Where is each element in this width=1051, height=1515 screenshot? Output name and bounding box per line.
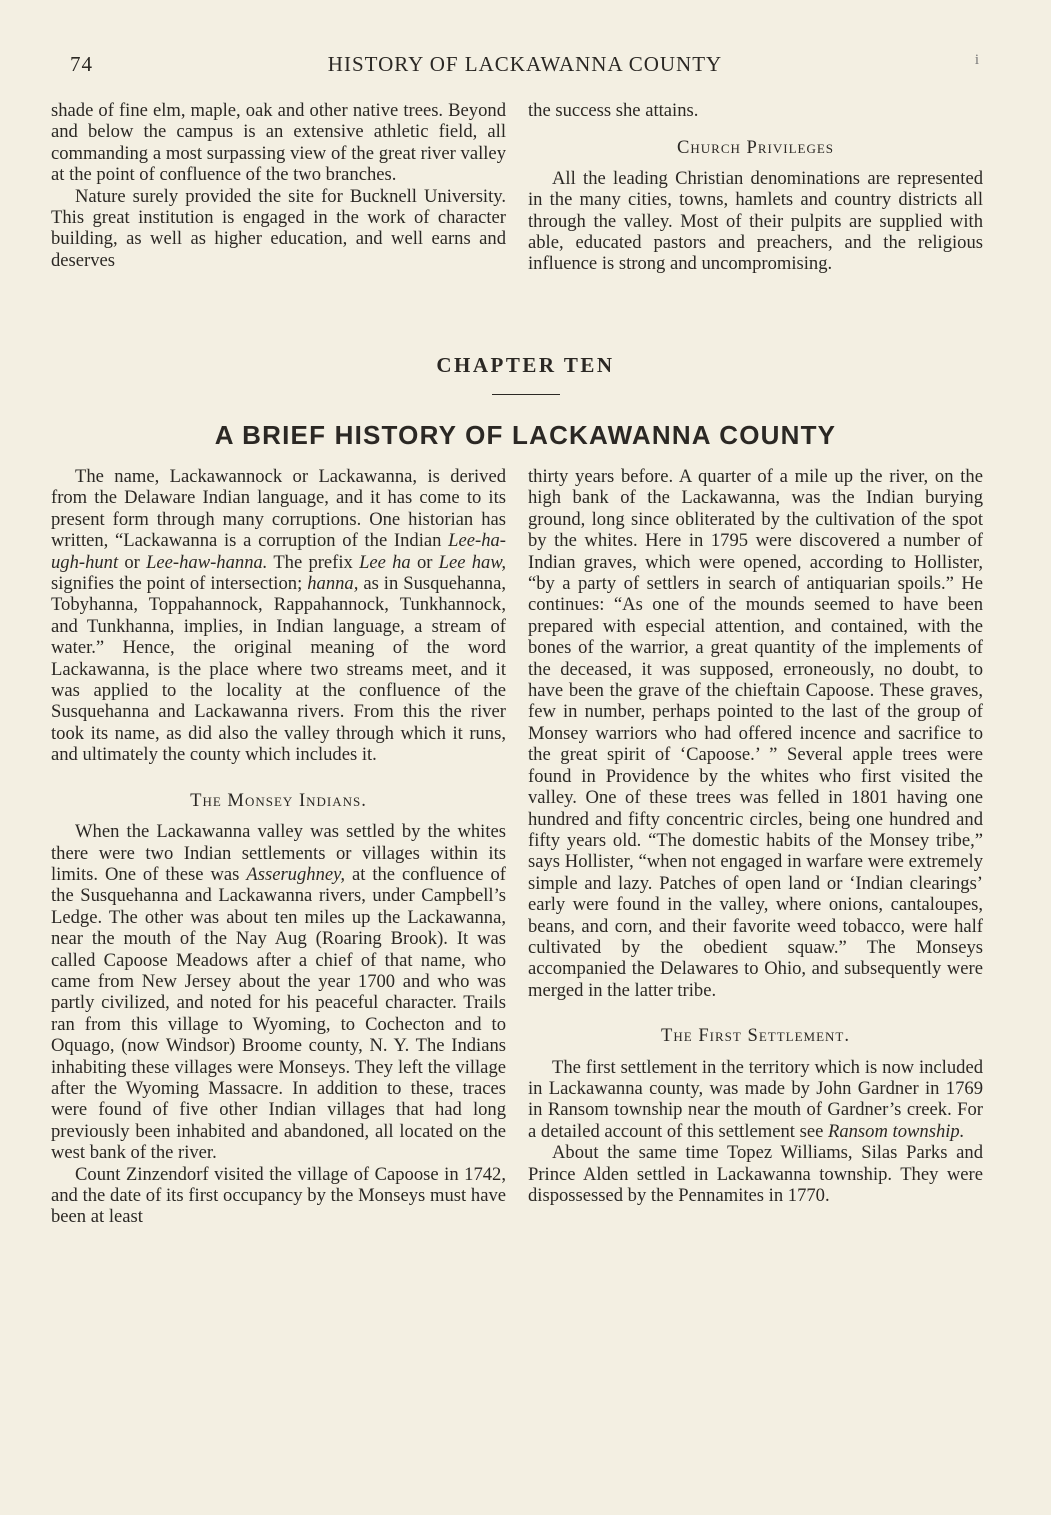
chapter-title: A BRIEF HISTORY OF LACKAWANNA COUNTY	[214, 420, 837, 450]
paragraph: About the same time Topez Williams, Silas Parks and Prince Alden settled in Lackawanna township. They were dispossessed by the Pennamites in 1770.	[528, 1142, 983, 1206]
paragraph: When the Lackawanna valley was settled by the whites there were two Indian settlements or villages within its limits. One of these was Asserughney, at the confluence of the Susquehanna and Lackawanna rivers, under Campbell’s Ledge. The other was about ten miles up the Lackawanna, near the mouth of the Nay Aug (Roaring Brook). It was called Capoose Meadows after a chief of that name, who came from New Jersey about the year 1700 and who was partly civilized, and noted for his peaceful character. Trails ran from this village to Wyoming, to Cochecton and to Oquago, (now Windsor) Broome county, N. Y. The Indians inhabiting these villages were Monseys. They left the village after the Wyoming Massacre. In addition to these, traces were found of five other Indian villages that had long previously been inhabited and abandoned, all located on the west bank of the river.	[51, 821, 506, 1164]
paragraph: thirty years before. A quarter of a mile up the river, on the high bank of the Lackawanna, was the Indian burying ground, long since obliterated by the cultivation of the spot by the whites. Here in 1795 were discovered a number of Indian graves, which were opened, according to Hollister, “by a party of settlers in search of antiquarian spoils.” He continues: “As one of the mounds seemed to have been prepared with especial attention, and contained, with the bones of the warrior, a great quantity of the implements of the deceased, it was supposed, erroneously, no doubt, to have been the grave of the chieftain Capoose. These graves, few in number, perhaps pointed to the last of the group of Monsey warriors who had offered incence and sacrifice to the great spirit of ‘Capoose.’ ” Several apple trees were found in Providence by the whites who first visited the valley. One of these trees was felled in 1801 having one hundred and fifty concentric circles, being one hundred and fifty years old. “The domestic habits of the Monsey tribe,” says Hollister, “when not engaged in warfare were extremely simple and lazy. Patches of open land or ‘Indian clearings’ early were found in the valley, where onions, cantaloupes, beans, and corn, and their favorite weed tobacco, were half cultivated by the obedient squaw.” The Monseys accompanied the Delawares to Ohio, and subsequently were merged in the latter tribe.	[528, 466, 983, 1001]
top-right-column	[528, 100, 983, 275]
section-heading-first-settlement: The First Settlement.	[660, 1025, 851, 1047]
body-left-column	[51, 466, 506, 1228]
page-number: 74	[70, 52, 93, 76]
section-heading-monsey-indians: The Monsey Indians.	[190, 789, 367, 811]
paragraph: Count Zinzendorf visited the village of Capoose in 1742, and the date of its first occupancy by the Monseys must have been at least	[51, 1163, 506, 1228]
chapter-divider	[492, 394, 560, 395]
paragraph: The first settlement in the territory which is now included in Lackawanna county, was made by John Gardner in 1769 in Ransom township near the mouth of Gardner’s creek. For a detailed account of this settlement see Ransom township.	[528, 1056, 983, 1142]
top-left-column	[51, 100, 506, 271]
paragraph: All the leading Christian denominations are represented in the many cities, towns, hamlets and country districts all through the valley. Most of their pulpits are supplied with able, educated pastors and preachers, and the religious influence is strong and uncompromising.	[528, 167, 983, 275]
right-margin-mark: i	[974, 52, 980, 68]
paragraph: shade of fine elm, maple, oak and other native trees. Beyond and below the campus is an extensive athletic field, all commanding a most surpassing view of the great river valley at the point of confluence of the two branches.	[51, 100, 506, 186]
body-right-column	[528, 466, 983, 1206]
running-head: HISTORY OF LACKAWANNA COUNTY	[327, 52, 723, 76]
paragraph: Nature surely provided the site for Bucknell University. This great institution is engaged in the work of character building, as well as higher education, and well earns and deserves	[51, 185, 506, 271]
page-header	[70, 52, 980, 78]
paragraph: the success she attains.	[528, 100, 699, 121]
chapter-label: CHAPTER TEN	[436, 353, 615, 377]
section-heading-church-privileges: Church Privileges	[676, 137, 835, 159]
paragraph: The name, Lackawannock or Lackawanna, is derived from the Delaware Indian language, and it has come to its present form through many corruptions. One historian has written, “Lackawanna is a corruption of the Indian Lee-ha-ugh-hunt or Lee-haw-hanna. The prefix Lee ha or Lee haw, signifies the point of intersection; hanna, as in Susquehanna, Tobyhanna, Toppahannock, Rappahannock, Tunkhannock, and Tunkhanna, implies, in Indian language, a stream of water.” Hence, the original meaning of the word Lackawanna, is the place where two streams meet, and it was applied to the locality at the confluence of the Susquehanna and Lackawanna rivers. From this the river took its name, as did also the valley through which it runs, and ultimately the county which includes it.	[51, 466, 506, 766]
